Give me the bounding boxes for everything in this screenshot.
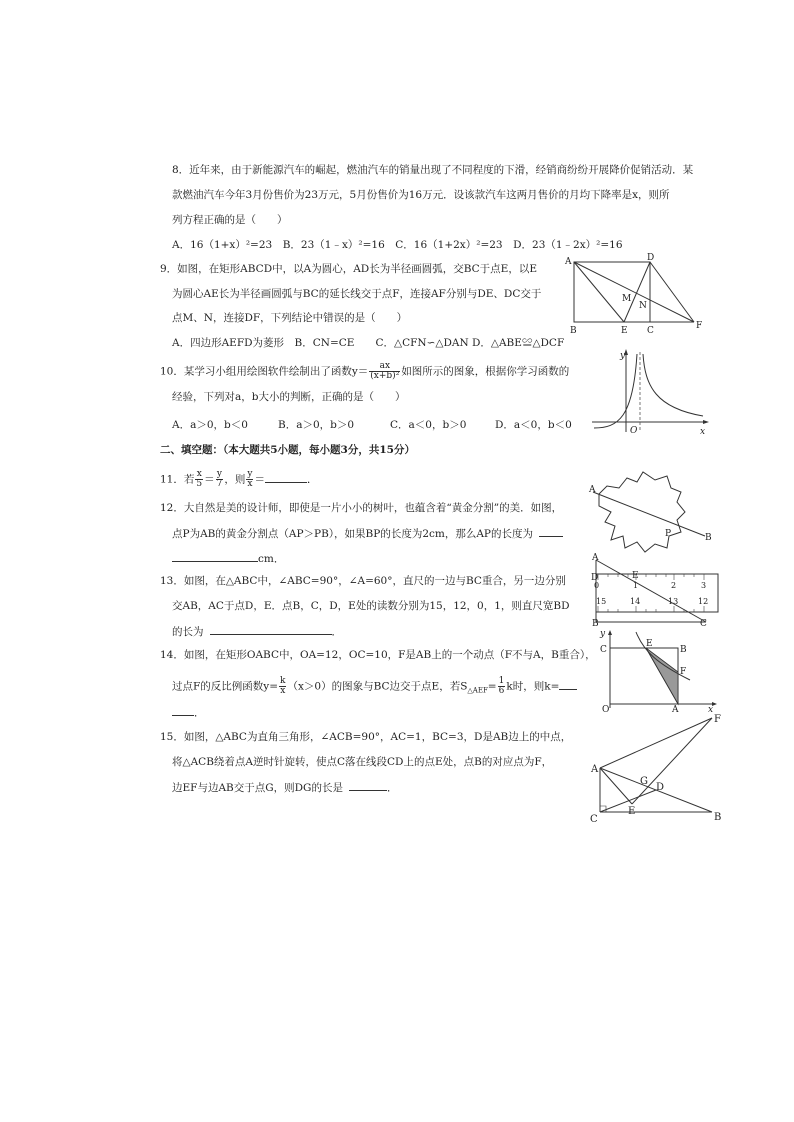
q10-label-x: x: [700, 427, 706, 437]
q9-line1: 9．如图，在矩形ABCD中，以A为圆心，AD长为半径画圆弧，交BC于点E，以E: [160, 263, 537, 275]
q14-label-y: y: [600, 629, 606, 639]
q15-figure: [586, 712, 726, 824]
section-fill-in-title: 二、填空题：（本大题共5小题，每小题3分，共15分）: [160, 444, 415, 456]
q9-line2: 为圆心AE长为半径画圆弧与BC的延长线交于点F，连接AF分别与DE、DC交于: [172, 288, 542, 300]
q10-option-b: B．a＞0，b＞0: [278, 419, 355, 431]
q10-option-d: D．a＜0，b＜0: [495, 419, 572, 431]
q15-answer-blank: [349, 780, 387, 791]
q13-ruler-bottom-2: 13: [668, 597, 679, 606]
q9-line-af: [574, 262, 694, 322]
q13-answer-blank: [210, 624, 332, 635]
q13-ruler-top-2: 2: [671, 581, 677, 590]
q15-label-g: G: [640, 776, 648, 787]
q8-options: A．16（1+x）²=23 B．23（1﹣x）²=16 C．16（1+2x）²=23 D．23（1﹣2x）²=16: [172, 239, 623, 251]
q14-answer-blank: [172, 705, 194, 716]
q9-line-de: [624, 262, 650, 322]
q15-label-b: B: [714, 812, 722, 823]
q13-ruler-bottom-1: 14: [630, 597, 641, 606]
q13-ruler-ticks: [598, 574, 707, 612]
q9-line-ae: [574, 262, 624, 322]
q14-line2: 过点F的反比例函数y= $\frac{k}{x}$ （x＞0）的图象与BC边交于点E，若$S_{\triangle AEF}=$ $\frac{1}{6}$ k时，则k=: [172, 677, 577, 698]
q10-figure: [588, 346, 713, 436]
q12-label-p: P: [665, 529, 672, 539]
q15-line2: 将△ACB绕着点A逆时针旋转，使点C落在线段CD上的点E处，点B的对应点为F，: [172, 756, 553, 768]
q10-fraction: $\frac{ax}{\text{(x+b)²}}$: [370, 361, 400, 381]
q14-label-e: E: [646, 639, 653, 649]
q15-label-a: A: [591, 764, 599, 775]
q9-label-f: F: [696, 321, 703, 331]
q13-label-d: D: [591, 573, 599, 583]
q8-line3: 列方程正确的是（ ）: [172, 214, 288, 226]
q12-leaf-outline: [599, 472, 685, 552]
q15-side-ef: [632, 718, 712, 804]
q10-label-o: O: [630, 426, 638, 436]
q13-ruler: [596, 574, 718, 612]
q13-label-c: C: [700, 619, 707, 629]
q13-ruler-bottom-3: 12: [698, 597, 709, 606]
q14-figure: [596, 628, 721, 713]
q15-line1: 15．如图，△ABC为直角三角形，∠ACB=90°，AC=1，BC=3，D是AB边上的中点，: [160, 731, 572, 743]
q15-line3: 边EF与边AB交于点G，则DG的长是 ．: [172, 782, 398, 794]
q13-line1: 13．如图，在△ABC中，∠ABC=90°，∠A=60°，直尺的一边与BC重合，另一边分别: [160, 575, 566, 587]
q13-label-b: B: [592, 619, 599, 629]
q9-label-n: N: [639, 301, 647, 311]
q9-options: A．四边形AEFD为菱形 B．CN=CE C．△CFN∽△DAN D．△ABE≌△DCF: [172, 337, 565, 349]
q8-line2: 款燃油汽车今年3月份售价为23万元，5月份售价为16万元．设该款汽车这两月售价的月均下降率是x，则所: [172, 189, 670, 201]
q14-label-f: F: [680, 667, 687, 677]
q10-option-a: A．a＞0，b＜0: [172, 419, 248, 431]
q13-label-a: A: [592, 553, 599, 563]
q9-figure: [562, 252, 712, 337]
q9-label-c: C: [647, 326, 654, 336]
q10-line1: 10．某学习小组用绘图软件绘制出了函数y＝ $\frac{ax}{\text{(x+b)²}}$ 如图所示的图象，根据你学习函数的: [160, 361, 570, 381]
q9-label-a: A: [565, 257, 572, 267]
q10-label-y: y: [620, 351, 626, 361]
q10-curve-left: [594, 354, 637, 428]
q11-line: 11．若 $\frac{x}{5}$ ＝ $\frac{y}{7}$ ，则 $\frac{y}{x}$ ＝ ．: [160, 469, 318, 489]
q14-line1: 14．如图，在矩形OABC中，OA=12，OC=10，F是AB上的一个动点（F不与A，B重合），: [160, 649, 596, 661]
q8-line1: 8．近年来，由于新能源汽车的崛起，燃油汽车的销量出现了不同程度的下滑，经销商纷纷开展降价促销活动．某: [172, 164, 694, 176]
q15-label-c: C: [590, 814, 598, 825]
q14-label-c: C: [600, 645, 607, 655]
q12-label-b: B: [705, 533, 712, 543]
q13-line3: 的长为 ．: [172, 626, 342, 638]
q15-label-d: D: [656, 782, 665, 793]
q11-answer-blank: [265, 472, 307, 483]
q14-label-b: B: [680, 645, 687, 655]
q15-label-e: E: [628, 806, 636, 817]
q13-ruler-bottom-0: 15: [596, 597, 607, 606]
q12-figure: [585, 468, 715, 558]
q9-label-m: M: [622, 294, 632, 304]
q10-curve-right: [643, 354, 703, 416]
q10-option-c: C．a＜0，b＞0: [390, 419, 467, 431]
q13-ruler-top-3: 3: [701, 581, 707, 590]
q12-line1: 12．大自然是美的设计师，即使是一片小小的树叶，也蕴含着“黄金分割”的美．如图，: [160, 502, 563, 514]
q14-label-o: O: [602, 705, 610, 715]
q9-label-d: D: [647, 253, 655, 263]
q12-label-a: A: [589, 485, 596, 495]
q9-label-e: E: [621, 326, 628, 336]
q13-line2: 交AB，AC于点D，E．点B，C，D，E处的读数分别为15，12，0，1，则直尺宽BD: [172, 600, 570, 612]
q13-ruler-top-0: 0: [594, 581, 600, 590]
q10-line2: 经验，下列对a，b大小的判断，正确的是（ ）: [172, 391, 406, 403]
q14-label-x: x: [708, 705, 714, 715]
q13-figure: [588, 552, 723, 627]
q15-side-ae: [600, 768, 632, 804]
q13-ruler-top-1: 1: [633, 581, 639, 590]
q12-line2: 点P为AB的黄金分割点（AP＞PB），如果BP的长度为2cm，那么AP的长度为: [172, 526, 563, 541]
q15-label-f: F: [714, 714, 721, 725]
q9-label-b: B: [570, 326, 577, 336]
q15-side-af: [600, 718, 712, 768]
q12-answer-blank: [172, 551, 258, 562]
q14-label-a: A: [672, 705, 679, 715]
q13-side-ac: [596, 560, 709, 622]
q9-line3: 点M、N，连接DF，下列结论中错误的是（ ）: [172, 312, 408, 324]
q13-label-e: E: [632, 571, 639, 581]
q14-line3: ．: [172, 705, 205, 720]
q9-line-df: [650, 262, 694, 322]
q9-rect: [574, 262, 650, 322]
q12-line3: cm．: [172, 551, 284, 566]
